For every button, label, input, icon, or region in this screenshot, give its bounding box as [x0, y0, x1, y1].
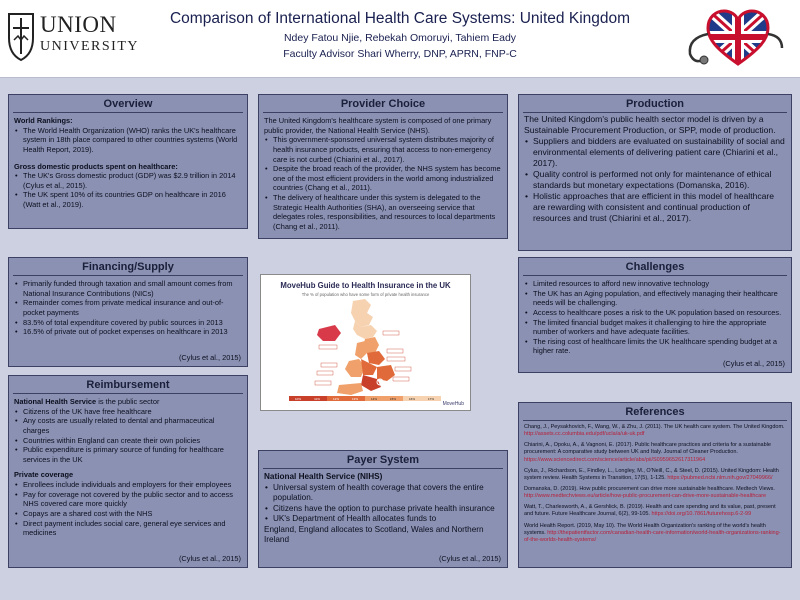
- list-item: • Holistic approaches that are efficient in this model of healthcare are rewarding with consistent and continual production of resources and trust (Chiarini et al., 2017).: [524, 191, 786, 224]
- reference-link[interactable]: https://www.sciencedirect.com/science/article/abs/pii/S0959652617311964: [524, 456, 706, 463]
- region-yorkshire: [367, 351, 385, 365]
- overview-rankings-list: [14, 126, 242, 155]
- challenges-panel: [518, 257, 792, 373]
- financing-panel: [8, 257, 248, 367]
- list-item: • Copays are a shared cost with the NHS: [14, 509, 242, 519]
- challenges-list: [524, 279, 786, 356]
- reimbursement-panel: [8, 375, 248, 568]
- reimbursement-divider: [13, 393, 243, 394]
- list-item: • Despite the broad reach of the provider, the NHS system has become one of the most efficient providers in the world among industrialized countries (Chang et al., 2011).: [264, 164, 502, 193]
- production-list: [524, 136, 786, 224]
- list-item: • Universal system of health coverage that covers the entire population.: [264, 483, 502, 504]
- map-title: MoveHub Guide to Health Insurance in the UK: [280, 281, 451, 290]
- list-item: • This government-sponsored universal system distributes majority of health insurance products, ensuring that access to non-emergency care is not curbed (Chiarini et al., 2017).: [264, 135, 502, 164]
- payer-body: [259, 472, 507, 546]
- production-body: [519, 114, 791, 224]
- scale-label: 15%: [389, 397, 397, 401]
- list-item: • The rising cost of healthcare limits the UK healthcare spending budget at a higher rate.: [524, 337, 786, 356]
- list-item: • Countries within England can create their own policies: [14, 436, 242, 446]
- reimbursement-public-list: [14, 407, 242, 465]
- reference-item: Domanska, D. (2019). How public procurement can drive more sustainable healthcare. Medtech Views. http://www.medtechviews.eu/article/how-public-procurement-can-drive-more-sustainable-healthcare: [524, 485, 775, 500]
- provider-choice-panel: [258, 94, 508, 239]
- provider-list: [264, 135, 502, 231]
- scale-label: 13%: [351, 397, 359, 401]
- financing-list: [14, 279, 242, 337]
- overview-body: [9, 116, 247, 210]
- reimbursement-title: Reimbursement: [86, 379, 170, 391]
- references-title: References: [625, 406, 685, 418]
- provider-divider: [263, 112, 503, 113]
- uk-insurance-map-figure: [260, 274, 471, 411]
- scale-label: 10%: [294, 397, 302, 401]
- overview-heading-gdp: Gross domestic products spent on healthcare:: [14, 161, 178, 171]
- overview-title: Overview: [103, 98, 153, 110]
- poster-title: Comparison of International Health Care Systems: United Kingdom: [169, 10, 631, 27]
- provider-intro: The United Kingdom's healthcare system is composed of one primary public provider, the National Health Service (NHS).: [264, 116, 492, 135]
- overview-heading-rankings: World Rankings:: [14, 116, 73, 125]
- scale-label: 17%: [427, 397, 435, 401]
- production-title: Production: [625, 98, 685, 110]
- map-color-scale: [289, 396, 441, 401]
- list-item: • The UK spent 10% of its countries GDP on healthcare in 2016 (Watt et al., 2019).: [14, 190, 242, 209]
- overview-panel: [8, 94, 248, 229]
- financing-body: [9, 279, 247, 337]
- label-yorkshire: [387, 357, 405, 361]
- list-item: • Limited resources to afford new innovative technology: [524, 279, 786, 289]
- payer-tail: England, England allocates to Scotland, Wales and Northern Ireland: [264, 524, 484, 544]
- scale-label: 14%: [370, 397, 378, 401]
- region-south-west: [337, 383, 363, 395]
- list-item: • The World Health Organization (WHO) ranks the UK's healthcare system in 18th place compared to other countries systems (World Health Report, 2019).: [14, 126, 242, 155]
- poster-authors: Ndey Fatou Njie, Rebekah Omoruyi, Tahiem Eady: [283, 32, 517, 44]
- reimbursement-heading-private: Private coverage: [14, 470, 74, 480]
- uk-map-graphic: [261, 297, 470, 407]
- label-east: [395, 367, 411, 371]
- label-wales: [317, 371, 333, 375]
- region-scotland-north: [351, 299, 373, 327]
- references-panel: [518, 402, 792, 568]
- label-north-east: [387, 349, 403, 353]
- list-item: • Suppliers and bidders are evaluated on sustainability of social and environmental elements of delivering patient care (Chiarini et al., 2017).: [524, 136, 786, 169]
- list-item: • 16.5% of private out of pocket expenses on healthcare in 2013: [14, 327, 242, 337]
- logo-word-university: UNIVERSITY: [40, 39, 139, 54]
- reimbursement-citation: (Cylus et al., 2015): [178, 554, 241, 563]
- payer-title: Payer System: [346, 454, 420, 466]
- payer-divider: [263, 468, 503, 469]
- overview-gdp-list: [14, 171, 242, 210]
- university-crest-icon: [6, 10, 36, 62]
- scale-label: 11%: [314, 397, 320, 401]
- list-item: • Pay for coverage not covered by the public sector and to access NHS covered care more quickly: [14, 490, 242, 509]
- reference-item: Watt, T., Charlesworth, A., & Gershlick, B. (2019). Health and care spending and its value, past, present and future. Future Healthcare Journal, 6(2), 99-105. https://doi.org/10.7861/futurehosp.6-2-99: [524, 504, 776, 518]
- references-body: [519, 424, 791, 544]
- region-north-west: [355, 341, 367, 359]
- reimbursement-private-list: [14, 480, 242, 538]
- list-item: • The limited financial budget makes it challenging to hire the appropriate number of workers and have adequate facilities.: [524, 318, 786, 337]
- scale-label: 16%: [408, 397, 416, 401]
- references-divider: [523, 420, 787, 421]
- list-item: • Citizens have the option to purchase private health insurance: [264, 504, 502, 515]
- reference-link[interactable]: http://thepatientfactor.com/canadian-health-care-information/world-health-organizations-ranking-of-the-worlds-health-systems/: [524, 529, 781, 543]
- list-item: • Direct payment includes social care, general eye services and medicines: [14, 519, 242, 538]
- challenges-title: Challenges: [625, 261, 685, 273]
- list-item: • Public expenditure is primary source of funding for healthcare services in the UK: [14, 445, 242, 464]
- reference-item: Chang, J., Peysakhovich, F., Wang, W., & Zhu, J. (2011). The UK health care system. The United Kingdom. http://assets.cc.columbia.edu/pdf/ucla/a/uk-uk.pdf: [524, 424, 785, 438]
- reference-item: Cylus, J., Richardson, E., Findley, L., Longley, M., O'Neill, C., & Steel, D. (2015). United Kingdom: Health system review. Health Systems in Transition, 17(5), 1-125. https://pubmed.ncbi.nlm.nih.gov/27049966/: [524, 467, 779, 481]
- list-item: • Remainder comes from private medical insurance and out-of-pocket payments: [14, 298, 242, 317]
- financing-citation: (Cylus et al., 2015): [178, 353, 241, 362]
- production-intro: The United Kingdom's public health sector model is driven by a Sustainable Procurement Production, or SPP, mode of production.: [524, 114, 776, 135]
- label-northern-ireland: [319, 345, 337, 349]
- production-divider: [523, 112, 787, 113]
- overview-divider: [13, 112, 243, 113]
- union-university-logo: [6, 8, 139, 66]
- reference-link[interactable]: https://doi.org/10.7861/futurehosp.6-2-99: [651, 511, 752, 518]
- label-south-west: [315, 381, 331, 385]
- financing-divider: [13, 275, 243, 276]
- list-item: • Quality control is performed not only for maintenance of ethical standards but monetary expectations (Domanska, 2016).: [524, 169, 786, 191]
- challenges-divider: [523, 275, 787, 276]
- list-item: • Any costs are usually related to dental and pharmaceutical charges: [14, 416, 242, 435]
- region-northern-ireland: [317, 325, 341, 341]
- list-item: • Citizens of the UK have free healthcare: [14, 407, 242, 417]
- provider-title: Provider Choice: [340, 98, 426, 110]
- financing-title: Financing/Supply: [82, 261, 174, 273]
- label-london: [393, 377, 409, 381]
- list-item: • Primarily funded through taxation and small amount comes from National Insurance Contributions (NICs): [14, 279, 242, 298]
- payer-system-panel: [258, 450, 508, 568]
- challenges-citation: (Cylus et al., 2015): [722, 359, 785, 368]
- payer-list: [264, 483, 502, 525]
- payer-citation: (Cylus et al., 2015): [438, 554, 501, 563]
- label-north-west: [321, 363, 337, 367]
- payer-heading: National Health Service (NIHS): [264, 472, 383, 481]
- reimbursement-heading-public-suffix: is the public sector: [96, 397, 160, 406]
- list-item: • Access to healthcare poses a risk to the UK population based on resources.: [524, 308, 786, 318]
- challenges-body: [519, 279, 791, 356]
- logo-word-union: UNION: [40, 12, 117, 37]
- uk-heart-stethoscope-icon: [678, 4, 790, 68]
- map-subtitle: The % of population who have some form of private health insurance: [301, 292, 430, 297]
- map-source-logo: MoveHub: [442, 401, 464, 407]
- label-scotland: [383, 331, 399, 335]
- provider-body: [259, 116, 507, 232]
- reference-link[interactable]: http://assets.cc.columbia.edu/pdf/ucla/a/uk-uk.pdf: [524, 431, 645, 438]
- list-item: • 83.5% of total expenditure covered by public sources in 2013: [14, 318, 242, 328]
- poster-header: [0, 0, 800, 78]
- reimbursement-heading-public: National Health Service: [14, 397, 97, 406]
- list-item: • The UK has an Aging population, and effectively managing their healthcare needs will be challenging.: [524, 289, 786, 308]
- list-item: • The delivery of healthcare under this system is delegated to the Strategic Health Authorities (SHA), an overseeing service that delegates roles, responsibilities, and resources to local departments (Chang et al., 2011).: [264, 193, 502, 232]
- reference-link[interactable]: http://www.medtechviews.eu/article/how-public-procurement-can-drive-more-sustainable-healthcare: [524, 493, 767, 500]
- list-item: • The UK's Gross domestic product (GDP) was $2.9 trillion in 2014 (Cylus et al., 2015).: [14, 171, 242, 190]
- reference-link[interactable]: https://pubmed.ncbi.nlm.nih.gov/27049966/: [667, 474, 773, 481]
- list-item: • UK's Department of Health allocates funds to: [264, 514, 502, 525]
- reference-item: World Health Report. (2019, May 10). The World Health Organization's ranking of the world's health systems. http://thepatientfactor.com/canadian-health-care-information/world-health-organizations-ranking-of-the-worlds-health-systems/: [524, 522, 781, 543]
- poster-advisor: Faculty Advisor Shari Wherry, DNP, APRN, FNP-C: [283, 48, 517, 60]
- production-panel: [518, 94, 792, 251]
- reimbursement-body: [9, 397, 247, 538]
- reference-item: Chiarini, A., Opoku, A., & Vagnoni, E. (2017). Public healthcare practices and criteria for a sustainable procurement: A comparative study between UK and Italy. Journal of Cleaner Production. https://www.sciencedirect.com/science/article/abs/pii/S0959652617311964: [524, 442, 771, 463]
- scale-label: 12%: [332, 397, 340, 401]
- list-item: • Enrollees include individuals and employers for their employees: [14, 480, 242, 490]
